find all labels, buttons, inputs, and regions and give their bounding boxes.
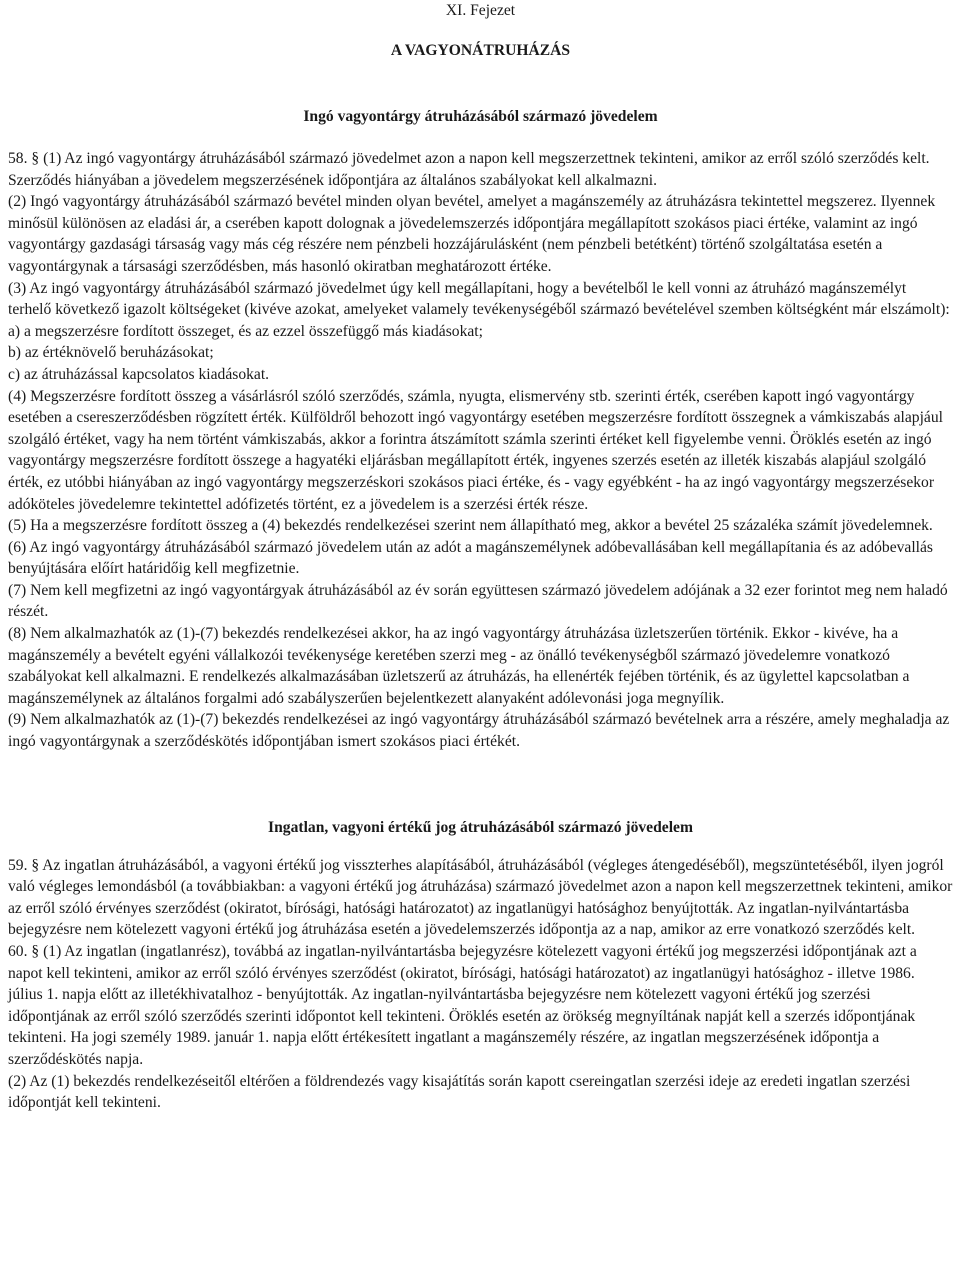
paragraph-58-8: (8) Nem alkalmazhatók az (1)-(7) bekezdés rendelkezései akkor, ha az ingó vagyontárgy átruházása üzletszerűen történik. Ekkor - kivéve, ha a magánszemély a bevételt egyéni vállalkozói tevékenysége keretében szerzi meg - az önálló tevékenységből származó jövedelemre vonatkozó szabályokat kell alkalmazni. E rendelkezés alkalmazásában üzletszerű az átruházás, ha ellenérték fejében történik, és az ügylettel kapcsolatban a magánszemélynek az általános forgalmi adó szabályszerűen bejelentkezett alanyaként adólevonási joga megnyílik.: [8, 625, 910, 707]
paragraph-58-6: (6) Az ingó vagyontárgy átruházásából származó jövedelem után az adót a magánszemélynek adóbevallásában kell megállapítania és az adóbevallás benyújtására előírt határidőig kell megfizetnie.: [8, 538, 933, 578]
paragraph-58-3-a: a) a megszerzésre fordított összeget, és az ezzel összefüggő más kiadásokat;: [8, 322, 483, 340]
section-body-movable-property: [8, 148, 953, 753]
paragraph-58-3-b: b) az értéknövelő beruházásokat;: [8, 344, 214, 362]
paragraph-58-1: 58. § (1) Az ingó vagyontárgy átruházásából származó jövedelmet azon a napon kell megszerzettnek tekinteni, amikor az erről szóló szerződés kelt. Szerződés hiányában a jövedelem megszerzésének időpontjára az általános szabályokat kell alkalmazni.: [8, 150, 930, 189]
paragraph-58-3-c: c) az átruházással kapcsolatos kiadásokat.: [8, 365, 270, 383]
paragraph-59: 59. § Az ingatlan átruházásából, a vagyoni értékű jog visszterhes alapításából, átruházásából (végleges átengedéséből), megszüntetéséből, ilyen jogról való végleges lemondásból (a továbbiakban: a vagyoni értékű jog átruházása) származó jövedelmet azon a napon kell megszerzettnek tekinteni, amikor az erről szóló érvényes szerződést (okiratot, bírósági, hatósági határozatot) az ingatlanügyi hatósághoz benyújtották. Az ingatlan-nyilvántartásba bejegyzésre nem kötelezett vagyoni értékű jog átruházása esetén a jövedelemszerzés időpontja az a nap, amikor az erre vonatkozó szerződés kelt.: [8, 856, 953, 939]
paragraph-58-7: (7) Nem kell megfizetni az ingó vagyontárgyak átruházásából az év során együttesen származó jövedelem adójának a 32 ezer forintot meg nem haladó részét.: [8, 581, 948, 621]
section-body-real-estate: [8, 855, 953, 1114]
chapter-label: XI. Fejezet: [445, 2, 516, 19]
paragraph-58-5: (5) Ha a megszerzésre fordított összeg a (4) bekezdés rendelkezései szerint nem állapítható meg, akkor a bevétel 25 százaléka számít jövedelemnek.: [8, 517, 933, 535]
paragraph-58-9: (9) Nem alkalmazhatók az (1)-(7) bekezdés rendelkezései az ingó vagyontárgy átruházásából származó bevételnek arra a részére, amely meghaladja az ingó vagyontárgynak a szerződéskötés időpontjában ismert szokásos piaci értékét.: [8, 711, 950, 751]
paragraph-60-2: (2) Az (1) bekezdés rendelkezéseitől eltérően a földrendezés vagy kisajátítás során kapott csereingatlan szerzési ideje az eredeti ingatlan szerzési időpontját kell tekinteni.: [8, 1072, 911, 1112]
paragraph-58-3: (3) Az ingó vagyontárgy átruházásából származó jövedelmet úgy kell megállapítani, hogy a bevételből le kell vonni az átruházó magánszemélyt terhelő következő igazolt költségeket (kivéve azokat, amelyeket valamely tevékenységéből származó bevételével szemben költségként már elszámolt):: [8, 279, 950, 319]
paragraph-58-4: (4) Megszerzésre fordított összeg a vásárlásról szóló szerződés, számla, nyugta, elismervény stb. szerinti érték, cserében kapott ingó vagyontárgy esetében a csereszerződésben rögzített érték. Külföldről behozott ingó vagyontárgy esetében megszerzésre fordított összegnek a vámkiszabás alapjául szolgáló értéket, vagy ha nem történt vámkiszabás, akkor a forintra átszámított számla szerinti értéket kell figyelembe venni. Öröklés esetén az ingó vagyontárgy megszerzésre fordított összege a hagyatéki eljárásban megállapított érték, ingyenes szerzés esetén az illeték kiszabás alapjául szolgáló érték, ez utóbbi hiányában az ingó vagyontárgy megszerzéskori szokásos piaci értéke, és - vagy egyébként - ha az ingó vagyontárgy megszerzésekor adóköteles jövedelemre tekintettel adófizetés történt, ez a jövedelem is a szerzési érték része.: [8, 387, 943, 513]
section-heading-movable-property: Ingó vagyontárgy átruházásából származó jövedelem: [303, 108, 658, 125]
section-heading-real-estate: Ingatlan, vagyoni értékű jog átruházásából származó jövedelem: [268, 818, 693, 836]
paragraph-58-2: (2) Ingó vagyontárgy átruházásából származó bevétel minden olyan bevétel, amelyet a magánszemély az átruházásra tekintettel megszerez. Ilyennek minősül különösen az eladási ár, a cserében kapott dolognak a jövedelemszerzés időpontjára megállapított szokásos piaci értéke, valamint az ingó vagyontárgy gazdasági társaság vagy más cég részére nem pénzbeli hozzájárulásként (nem pénzbeli betétként) történő szolgáltatása esetén a vagyontárgynak a társasági szerződésben, más hasonló okiratban meghatározott értéke.: [8, 193, 936, 275]
paragraph-60-1: 60. § (1) Az ingatlan (ingatlanrész), továbbá az ingatlan-nyilvántartásba bejegyzésre kötelezett vagyoni értékű jog megszerzési időpontjának azt a napot kell tekinteni, amikor az erről szóló érvényes szerződést (okiratot, bírósági, hatósági határozatot) az ingatlanügyi hatósághoz - illetve 1986. július 1. napja előtt az illetékhivatalhoz - benyújtották. Az ingatlan-nyilvántartásba bejegyzésre nem kötelezett vagyoni értékű jog szerzési időpontjának az erről szóló szerződés szerinti időpontot kell tekinteni. Öröklés esetén az örökség megnyíltának napját kell a szerzés időpontjának tekinteni. Ha jogi személy 1989. január 1. napja előtt értékesített ingatlant a magánszemély részére, az ingatlan megszerzésének időpontja a szerződéskötés napja.: [8, 943, 917, 1068]
chapter-title: A VAGYONÁTRUHÁZÁS: [390, 42, 571, 59]
